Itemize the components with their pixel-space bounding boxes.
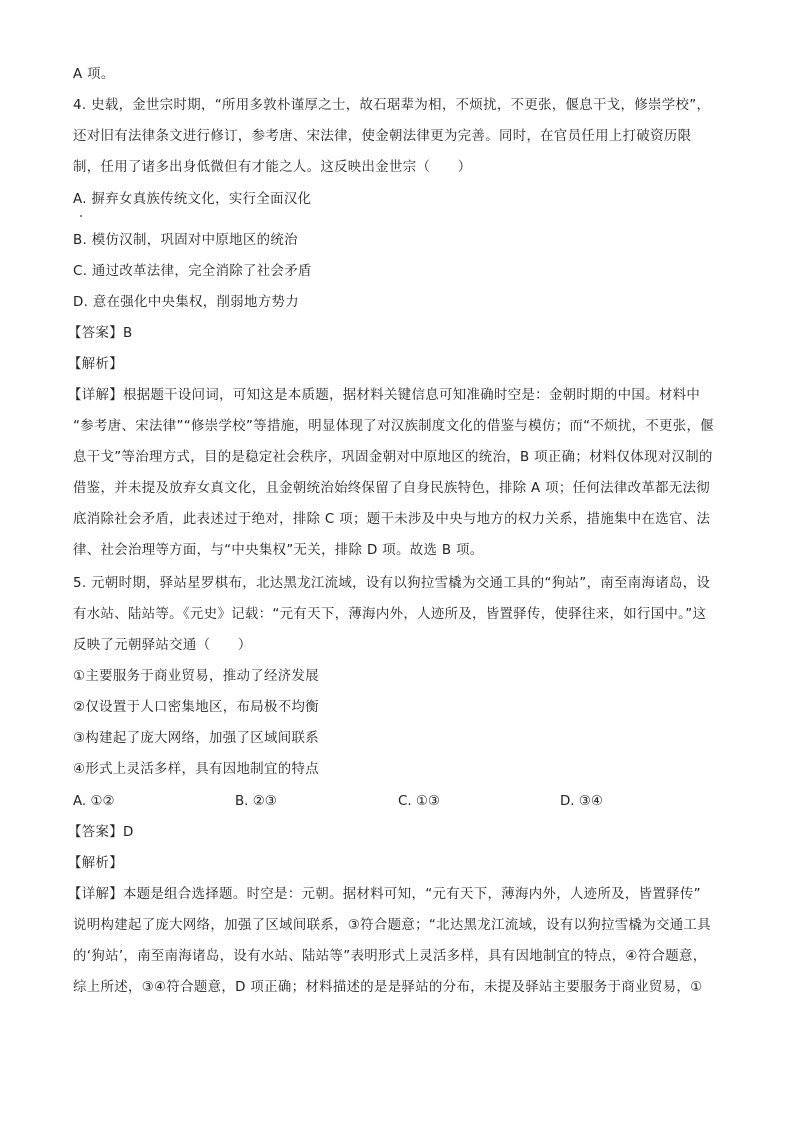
- explanation-line: “参考唐、宋法律”“修崇学校”等措施，明显体现了对汉族制度文化的借鉴与模仿；而“不烦扰，不更张，偃: [73, 419, 715, 434]
- option-a: A. 摒弃女真族传统文化，实行全面汉化: [73, 192, 312, 207]
- explanation-line: 的‘狗站’，南至南海诸岛，设有水站、陆站等”表明形式上灵活多样，具有因地制宜的特点，④符合题意，: [73, 949, 707, 964]
- option-d: D. 意在强化中央集权，削弱地方势力: [73, 295, 299, 310]
- question-5-stem: 反映了元朝驿站交通（ ）: [73, 638, 252, 653]
- stray-mark: [80, 215, 82, 217]
- explanation-line: 借鉴，并未提及放弃女真文化，且金朝统治始终保留了自身民族特色，排除 A 项；任何法律改革都无法彻: [73, 481, 711, 496]
- choice-c: C. ①③: [398, 794, 440, 809]
- explanation-line: 底消除社会矛盾，此表述过于绝对，排除 C 项；题干未涉及中央与地方的权力关系，措施集中在选官、法: [73, 512, 711, 527]
- analysis-label: 【解析】: [68, 357, 123, 372]
- explanation-line: 【详解】根据题干设问词，可知这是本质题，据材料关键信息可知准确时空是：金朝时期的中国。材料中: [68, 388, 701, 403]
- choice-a: A. ①②: [73, 794, 115, 809]
- question-4-stem: 还对旧有法律条文进行修订，参考唐、宋法律，使金朝法律更为完善。同时，在官员任用上打破资历限: [73, 129, 692, 144]
- question-5-stem: 5. 元朝时期，驿站星罗棋布，北达黑龙江流域，设有以狗拉雪橇为交通工具的“狗站”，南至南海诸岛，设: [73, 576, 711, 591]
- explanation-line: 说明构建起了庞大网络，加强了区域间联系，③符合题意；“北达黑龙江流域，设有以狗拉雪橇为交通工具: [73, 918, 711, 933]
- text-line: A 项。: [73, 67, 115, 82]
- option-c: C. 通过改革法律，完全消除了社会矛盾: [73, 264, 312, 279]
- explanation-line: 律、社会治理等方面，与“中央集权”无关，排除 D 项。故选 B 项。: [73, 543, 484, 558]
- statement-4: ④形式上灵活多样，具有因地制宜的特点: [73, 762, 319, 777]
- statement-3: ③构建起了庞大网络，加强了区域间联系: [73, 731, 319, 746]
- question-5-stem: 有水站、陆站等。《元史》记载：“元有天下，薄海内外，人迹所及，皆置驿传，使驿往来，如行国中。”这: [73, 607, 707, 622]
- statement-2: ②仅设置于人口密集地区，布局极不均衡: [73, 700, 319, 715]
- answer-label: 【答案】D: [68, 825, 134, 840]
- answer-label: 【答案】B: [68, 326, 133, 341]
- option-b: B. 模仿汉制，巩固对中原地区的统治: [73, 233, 298, 248]
- explanation-line: 息干戈”等治理方式，目的是稳定社会秩序，巩固金朝对中原地区的统治，B 项正确；材料仅体现对汉制的: [73, 450, 713, 465]
- question-4-stem: 4. 史载，金世宗时期，“所用多敦朴谨厚之士，故石琚辈为相，不烦扰，不更张，偃息干戈，修崇学校”，: [73, 98, 711, 113]
- question-4-stem: 制，任用了诸多出身低微但有才能之人。这反映出金世宗（ ）: [73, 160, 472, 175]
- analysis-label: 【解析】: [68, 856, 123, 871]
- explanation-line: 综上所述，③④符合题意，D 项正确；材料描述的是是驿站的分布，未提及驿站主要服务于商业贸易，①: [73, 980, 703, 995]
- choice-d: D. ③④: [560, 794, 603, 809]
- choice-b: B. ②③: [235, 794, 277, 809]
- statement-1: ①主要服务于商业贸易，推动了经济发展: [73, 669, 319, 684]
- explanation-line: 【详解】本题是组合选择题。时空是：元朝。据材料可知，“元有天下，薄海内外，人迹所及，皆置驿传”: [68, 887, 701, 902]
